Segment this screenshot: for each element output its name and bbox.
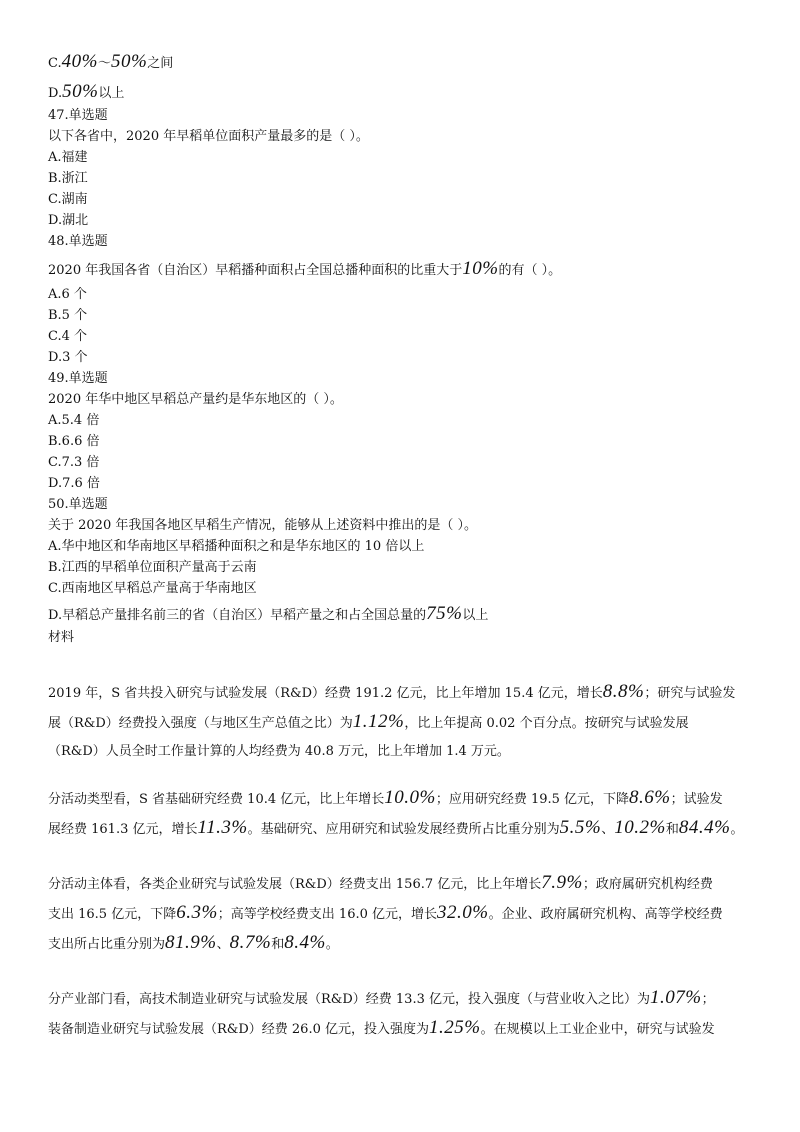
option-d: D.3 个 (48, 350, 88, 365)
option-d: D.早稻总产量排名前三的省（自治区）早稻产量之和占全国总量的75%以上 (48, 603, 489, 624)
material-paragraph (48, 868, 760, 958)
question-stem: 以下各省中，2020 年早稻单位面积产量最多的是（ ）。 (48, 129, 369, 144)
question-header: 48.单选题 (48, 234, 108, 249)
math-value: 7.9% (541, 872, 583, 893)
math-value: 8.4% (284, 932, 326, 953)
paragraph-line: 展经费 161.3 亿元，增长11.3%。基础研究、应用研究和试验发展经费所占比重分别为5.5%、10.2%和84.4%。 (48, 817, 744, 838)
math-value: 1.07% (650, 987, 702, 1008)
option-b: B.浙江 (48, 171, 88, 186)
paragraph-line: 2019 年，S 省共投入研究与试验发展（R&D）经费 191.2 亿元，比上年增加 15.4 亿元，增长8.8%；研究与试验发 (48, 681, 736, 702)
math-value: 8.6% (629, 787, 671, 808)
math-value: 50% (110, 51, 148, 72)
option-b: B.江西的早稻单位面积产量高于云南 (48, 560, 257, 575)
paragraph-line: （R&D）人员全时工作量计算的人均经费为 40.8 万元，比上年增加 1.4 万元。 (48, 744, 510, 759)
math-value: 5.5% (559, 817, 602, 838)
option-d: D.7.6 倍 (48, 476, 100, 491)
option-b: B.6.6 倍 (48, 434, 100, 449)
math-value: 40% (61, 51, 98, 72)
option-c: C.7.3 倍 (48, 455, 100, 470)
math-value: 75% (426, 603, 463, 624)
option-c: C.4 个 (48, 329, 88, 344)
option-a: A.6 个 (48, 287, 87, 302)
math-value: 50% (62, 81, 99, 102)
paragraph-line: 分活动类型看，S 省基础研究经费 10.4 亿元，比上年增长10.0%；应用研究经费 19.5 亿元，下降8.6%；试验发 (48, 787, 723, 808)
option-d: D.50%以上 (48, 81, 125, 102)
math-value: 8.8% (602, 681, 645, 702)
math-value: 6.3% (176, 902, 218, 923)
math-value: 1.25% (429, 1017, 481, 1038)
math-value: 1.12% (352, 711, 405, 732)
material-paragraph (48, 983, 760, 1043)
math-value: 32.0% (437, 902, 489, 923)
paragraph-line: 展（R&D）经费投入强度（与地区生产总值之比）为1.12%，比上年提高 0.02 个百分点。按研究与试验发展 (48, 711, 689, 732)
option-b: B.5 个 (48, 308, 88, 323)
question-header: 50.单选题 (48, 497, 108, 512)
option-c: C.40%～50%之间 (48, 51, 174, 72)
question-header: 47.单选题 (48, 108, 108, 123)
paragraph-line: 分活动主体看，各类企业研究与试验发展（R&D）经费支出 156.7 亿元，比上年增长7.9%；政府属研究机构经费 (48, 872, 713, 893)
math-value: 8.7% (229, 932, 272, 953)
paragraph-line: 支出 16.5 亿元，下降6.3%；高等学校经费支出 16.0 亿元，增长32.0%。企业、政府属研究机构、高等学校经费 (48, 902, 723, 923)
option-a: A.华中地区和华南地区早稻播种面积之和是华东地区的 10 倍以上 (48, 539, 425, 554)
option-c: C.湖南 (48, 192, 88, 207)
paragraph-line: 分产业部门看，高技术制造业研究与试验发展（R&D）经费 13.3 亿元，投入强度（与营业收入之比）为1.07%； (48, 987, 715, 1008)
paragraph-line: 支出所占比重分别为81.9%、8.7%和8.4%。 (48, 932, 339, 953)
material-paragraph (48, 783, 760, 843)
math-value: 81.9% (165, 932, 217, 953)
option-d: D.湖北 (48, 213, 89, 228)
question-stem: 2020 年我国各省（自治区）早稻播种面积占全国总播种面积的比重大于10%的有（ ）。 (48, 258, 562, 279)
option-a: A.福建 (48, 150, 88, 165)
math-value: 10.0% (384, 787, 436, 808)
question-stem: 关于 2020 年我国各地区早稻生产情况，能够从上述资料中推出的是（ ）。 (48, 518, 477, 533)
math-value: 10% (462, 258, 499, 279)
question-stem: 2020 年华中地区早稻总产量约是华东地区的（ ）。 (48, 392, 343, 407)
math-value: 11.3% (197, 817, 248, 838)
option-c: C.西南地区早稻总产量高于华南地区 (48, 581, 257, 596)
option-a: A.5.4 倍 (48, 413, 100, 428)
material-label: 材料 (48, 630, 75, 645)
paragraph-line: 装备制造业研究与试验发展（R&D）经费 26.0 亿元，投入强度为1.25%。在规模以上工业企业中，研究与试验发 (48, 1017, 715, 1038)
math-value: 10.2% (614, 817, 666, 838)
material-paragraph (48, 677, 760, 767)
question-header: 49.单选题 (48, 371, 108, 386)
math-value: 84.4% (678, 817, 731, 838)
